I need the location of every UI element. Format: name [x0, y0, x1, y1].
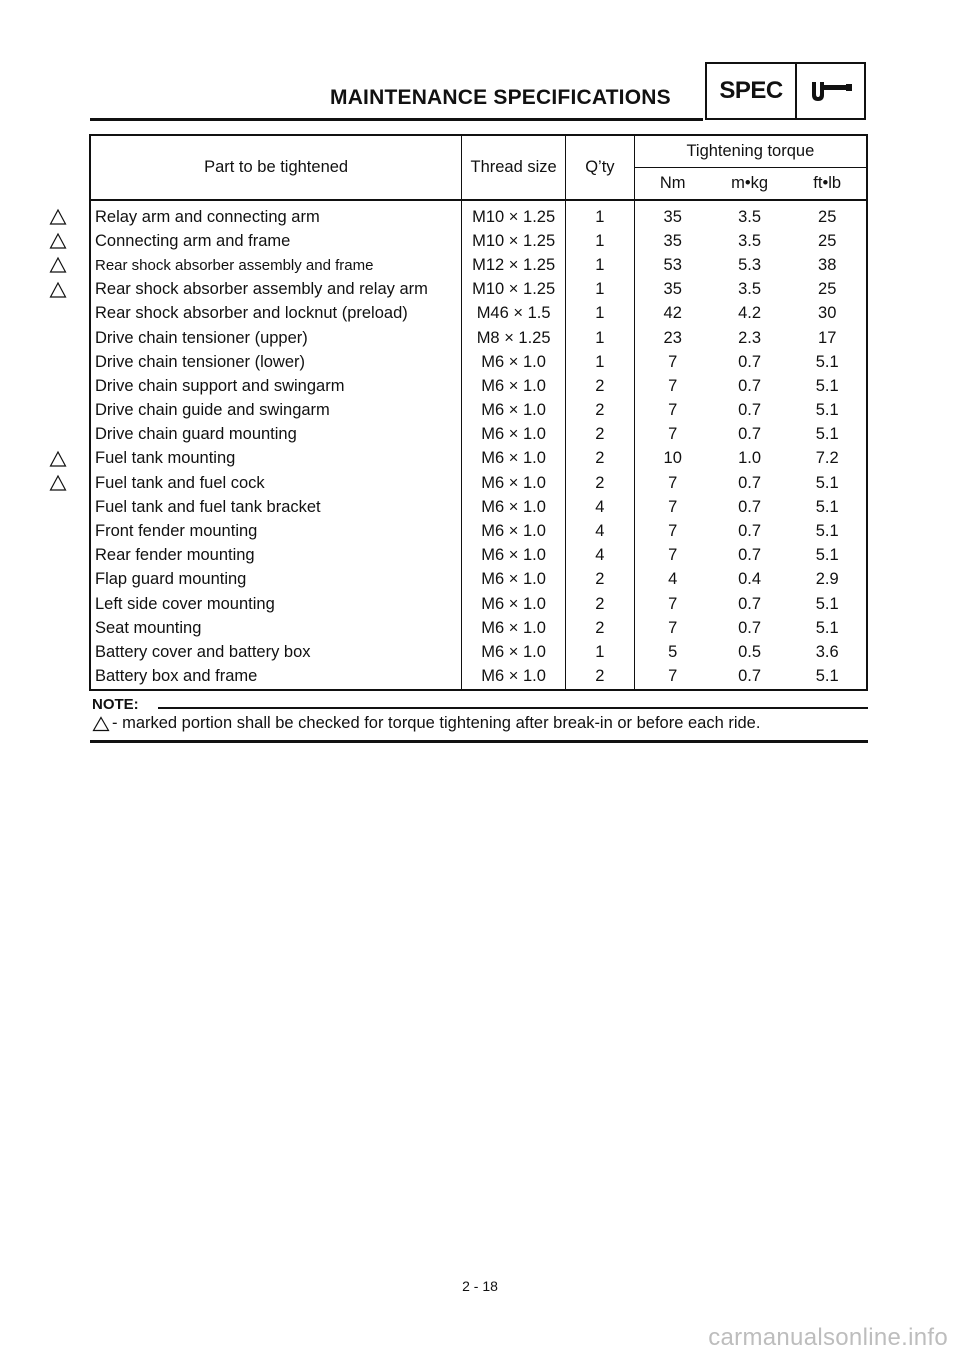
note-rule-bottom	[90, 740, 868, 743]
cell-qty: 4	[566, 495, 635, 519]
cell-nm: 4	[634, 568, 711, 592]
cell-thread-size: M6 × 1.0	[462, 471, 566, 495]
cell-part: Front fender mounting	[95, 522, 258, 541]
cell-thread-size: M10 × 1.25	[462, 278, 566, 302]
table-row	[90, 544, 867, 568]
cell-qty: 2	[566, 399, 635, 423]
cell-mkg: 5.3	[738, 255, 762, 274]
cell-ftlb: 5.1	[815, 618, 839, 637]
cell-nm: 35	[634, 200, 711, 229]
cell-qty: 1	[566, 350, 635, 374]
cell-part: Connecting arm and frame	[95, 231, 291, 250]
cell-ftlb: 30	[818, 304, 837, 323]
watermark: carmanualsonline.info	[708, 1324, 948, 1351]
cell-nm: 53	[634, 253, 711, 277]
page-number: 2 - 18	[462, 1278, 498, 1294]
cell-ftlb: 5.1	[815, 497, 839, 516]
torque-table	[89, 134, 868, 691]
spec-badge	[705, 62, 866, 120]
cell-part: Rear shock absorber assembly and relay arm	[95, 280, 428, 299]
table-row	[90, 592, 867, 616]
cell-ftlb: 2.9	[815, 570, 839, 589]
cell-nm: 7	[634, 495, 711, 519]
spec-badge-label: SPEC	[707, 64, 797, 118]
cell-qty: 1	[566, 200, 635, 229]
cell-ftlb: 5.1	[815, 594, 839, 613]
note-text: - marked portion shall be checked for torque tightening after break-in or before each ride.	[112, 714, 761, 732]
table-row	[90, 471, 867, 495]
cell-nm: 7	[634, 665, 711, 690]
cell-thread-size: M8 × 1.25	[462, 326, 566, 350]
header-mkg: m•kg	[711, 168, 789, 201]
cell-nm: 7	[634, 423, 711, 447]
cell-qty: 1	[566, 326, 635, 350]
cell-part: Fuel tank and fuel cock	[95, 473, 265, 492]
cell-ftlb: 5.1	[815, 546, 839, 565]
cell-nm: 23	[634, 326, 711, 350]
table-row	[90, 278, 867, 302]
cell-part: Relay arm and connecting arm	[95, 207, 320, 226]
cell-qty: 2	[566, 616, 635, 640]
cell-mkg: 0.7	[738, 376, 762, 395]
cell-nm: 35	[634, 229, 711, 253]
cell-part: Rear fender mounting	[95, 546, 255, 565]
cell-mkg: 0.7	[738, 546, 762, 565]
cell-part: Battery cover and battery box	[95, 642, 311, 661]
table-row	[90, 302, 867, 326]
cell-nm: 7	[634, 374, 711, 398]
cell-nm: 7	[634, 616, 711, 640]
cell-part: Fuel tank and fuel tank bracket	[95, 497, 321, 516]
cell-nm: 7	[634, 544, 711, 568]
cell-mkg: 0.7	[738, 667, 762, 686]
cell-mkg: 0.7	[738, 618, 762, 637]
cell-thread-size: M6 × 1.0	[462, 616, 566, 640]
cell-mkg: 3.5	[738, 280, 762, 299]
cell-part: Drive chain guard mounting	[95, 425, 297, 444]
cell-nm: 35	[634, 278, 711, 302]
cell-ftlb: 5.1	[815, 401, 839, 420]
page-title: MAINTENANCE SPECIFICATIONS	[330, 86, 671, 109]
cell-qty: 1	[566, 278, 635, 302]
table-row	[90, 374, 867, 398]
cell-thread-size: M6 × 1.0	[462, 447, 566, 471]
cell-thread-size: M6 × 1.0	[462, 350, 566, 374]
triangle-mark-icon	[49, 281, 67, 299]
cell-part: Drive chain tensioner (lower)	[95, 352, 305, 371]
cell-thread-size: M6 × 1.0	[462, 592, 566, 616]
cell-ftlb: 5.1	[815, 473, 839, 492]
note	[92, 714, 760, 733]
header-part: Part to be tightened	[90, 135, 462, 200]
header-qty: Q’ty	[566, 135, 635, 200]
cell-thread-size: M12 × 1.25	[462, 253, 566, 277]
cell-ftlb: 25	[818, 231, 837, 250]
cell-part: Seat mounting	[95, 618, 202, 637]
cell-part: Flap guard mounting	[95, 570, 247, 589]
cell-mkg: 0.4	[738, 570, 762, 589]
cell-qty: 2	[566, 665, 635, 690]
cell-part: Fuel tank mounting	[95, 449, 236, 468]
cell-mkg: 0.7	[738, 594, 762, 613]
cell-ftlb: 7.2	[815, 449, 839, 468]
cell-part: Battery box and frame	[95, 667, 258, 686]
header-tightening-torque: Tightening torque	[634, 135, 867, 168]
cell-mkg: 0.7	[738, 401, 762, 420]
cell-qty: 4	[566, 519, 635, 543]
triangle-mark-icon	[49, 474, 67, 492]
note-label: NOTE:	[92, 696, 139, 713]
header-rule	[90, 118, 703, 121]
cell-thread-size: M6 × 1.0	[462, 423, 566, 447]
cell-thread-size: M6 × 1.0	[462, 495, 566, 519]
cell-thread-size: M6 × 1.0	[462, 519, 566, 543]
table-row	[90, 399, 867, 423]
cell-mkg: 0.7	[738, 522, 762, 541]
cell-thread-size: M6 × 1.0	[462, 374, 566, 398]
note-rule-top	[158, 707, 868, 709]
cell-part: Rear shock absorber assembly and frame	[95, 256, 374, 274]
cell-qty: 1	[566, 640, 635, 664]
cell-ftlb: 5.1	[815, 522, 839, 541]
cell-nm: 7	[634, 592, 711, 616]
triangle-mark-icon	[49, 256, 67, 274]
cell-qty: 4	[566, 544, 635, 568]
triangle-mark-icon	[49, 450, 67, 468]
cell-qty: 2	[566, 374, 635, 398]
cell-mkg: 0.5	[738, 642, 762, 661]
table-row	[90, 568, 867, 592]
cell-ftlb: 25	[818, 207, 837, 226]
cell-thread-size: M6 × 1.0	[462, 665, 566, 690]
table-row	[90, 326, 867, 350]
cell-mkg: 1.0	[738, 449, 762, 468]
cell-ftlb: 5.1	[815, 667, 839, 686]
cell-ftlb: 25	[818, 280, 837, 299]
table-row	[90, 665, 867, 690]
cell-nm: 7	[634, 519, 711, 543]
cell-ftlb: 5.1	[815, 425, 839, 444]
cell-nm: 7	[634, 471, 711, 495]
cell-ftlb: 3.6	[815, 642, 839, 661]
cell-ftlb: 5.1	[815, 376, 839, 395]
cell-thread-size: M46 × 1.5	[462, 302, 566, 326]
table-row	[90, 640, 867, 664]
cell-part: Drive chain guide and swingarm	[95, 401, 330, 420]
cell-mkg: 3.5	[738, 231, 762, 250]
table-row	[90, 519, 867, 543]
cell-qty: 2	[566, 592, 635, 616]
header-ftlb: ft•lb	[788, 168, 867, 201]
cell-nm: 42	[634, 302, 711, 326]
cell-part: Drive chain support and swingarm	[95, 376, 345, 395]
cell-qty: 2	[566, 471, 635, 495]
cell-nm: 10	[634, 447, 711, 471]
cell-nm: 5	[634, 640, 711, 664]
cell-mkg: 0.7	[738, 473, 762, 492]
table-row	[90, 495, 867, 519]
cell-mkg: 0.7	[738, 425, 762, 444]
cell-part: Drive chain tensioner (upper)	[95, 328, 308, 347]
header-nm: Nm	[634, 168, 711, 201]
cell-qty: 1	[566, 253, 635, 277]
cell-thread-size: M6 × 1.0	[462, 640, 566, 664]
cell-part: Rear shock absorber and locknut (preload)	[95, 304, 408, 323]
cell-mkg: 4.2	[738, 304, 762, 323]
table-row	[90, 423, 867, 447]
table-row	[90, 200, 867, 229]
cell-nm: 7	[634, 399, 711, 423]
cell-thread-size: M10 × 1.25	[462, 229, 566, 253]
cell-thread-size: M6 × 1.0	[462, 399, 566, 423]
triangle-mark-icon	[49, 232, 67, 250]
triangle-mark-icon	[92, 716, 110, 732]
cell-qty: 2	[566, 447, 635, 471]
cell-qty: 2	[566, 568, 635, 592]
cell-thread-size: M6 × 1.0	[462, 544, 566, 568]
cell-mkg: 3.5	[738, 207, 762, 226]
cell-thread-size: M10 × 1.25	[462, 200, 566, 229]
header-thread-size: Thread size	[462, 135, 566, 200]
table-row	[90, 253, 867, 277]
cell-mkg: 2.3	[738, 328, 762, 347]
cell-ftlb: 38	[818, 255, 837, 274]
cell-thread-size: M6 × 1.0	[462, 568, 566, 592]
cell-qty: 1	[566, 302, 635, 326]
table-row	[90, 447, 867, 471]
cell-mkg: 0.7	[738, 497, 762, 516]
wrench-icon	[797, 64, 864, 118]
cell-ftlb: 5.1	[815, 352, 839, 371]
cell-part: Left side cover mounting	[95, 594, 275, 613]
table-row	[90, 616, 867, 640]
table-row	[90, 229, 867, 253]
cell-ftlb: 17	[818, 328, 837, 347]
cell-qty: 1	[566, 229, 635, 253]
cell-qty: 2	[566, 423, 635, 447]
triangle-mark-icon	[49, 208, 67, 226]
table-row	[90, 350, 867, 374]
cell-mkg: 0.7	[738, 352, 762, 371]
cell-nm: 7	[634, 350, 711, 374]
